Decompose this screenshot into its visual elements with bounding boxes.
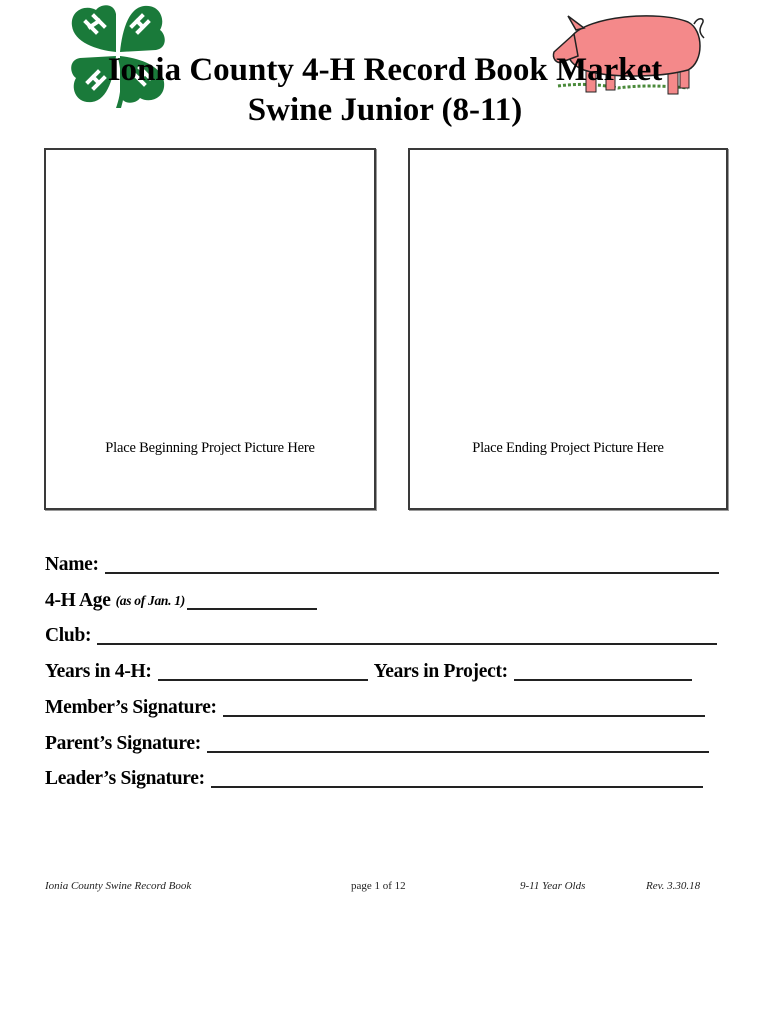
page-title-line1: Ionia County 4-H Record Book Market <box>107 52 663 88</box>
name-label: Name: <box>45 554 99 575</box>
name-field-row <box>45 553 719 577</box>
age-field-row <box>45 589 317 613</box>
footer-revision: Rev. 3.30.18 <box>646 880 701 892</box>
leader-signature-field[interactable] <box>211 770 703 788</box>
years-in-project-label: Years in Project: <box>373 661 508 682</box>
leader-signature-label: Leader’s Signature: <box>45 768 205 789</box>
beginning-picture-caption: Place Beginning Project Picture Here <box>105 440 315 456</box>
footer-book-title: Ionia County Swine Record Book <box>45 880 192 892</box>
page-title-line2: Swine Junior (8-11) <box>247 92 523 128</box>
parent-signature-label: Parent’s Signature: <box>45 733 201 754</box>
member-signature-field[interactable] <box>223 699 705 717</box>
age-note: (as of Jan. 1) <box>115 593 185 608</box>
footer-page-number: page 1 of 12 <box>351 880 406 892</box>
parent-signature-row <box>45 732 709 756</box>
years-in-4h-label: Years in 4-H: <box>45 661 152 682</box>
beginning-picture-box[interactable] <box>44 148 376 510</box>
ending-picture-box[interactable] <box>408 148 728 510</box>
parent-signature-field[interactable] <box>207 735 709 753</box>
years-field-row <box>45 660 692 684</box>
years-in-project-field[interactable] <box>514 663 692 681</box>
member-signature-row <box>45 696 705 720</box>
years-in-4h-field[interactable] <box>158 663 368 681</box>
leader-signature-row <box>45 767 703 791</box>
club-label: Club: <box>45 625 92 646</box>
club-field-row <box>45 624 717 648</box>
ending-picture-caption: Place Ending Project Picture Here <box>472 440 664 456</box>
age-field[interactable] <box>187 592 317 610</box>
member-signature-label: Member’s Signature: <box>45 697 217 718</box>
footer-age-group: 9-11 Year Olds <box>520 880 586 892</box>
club-field[interactable] <box>97 627 717 645</box>
age-label: 4-H Age <box>45 590 111 611</box>
name-field[interactable] <box>105 556 719 574</box>
